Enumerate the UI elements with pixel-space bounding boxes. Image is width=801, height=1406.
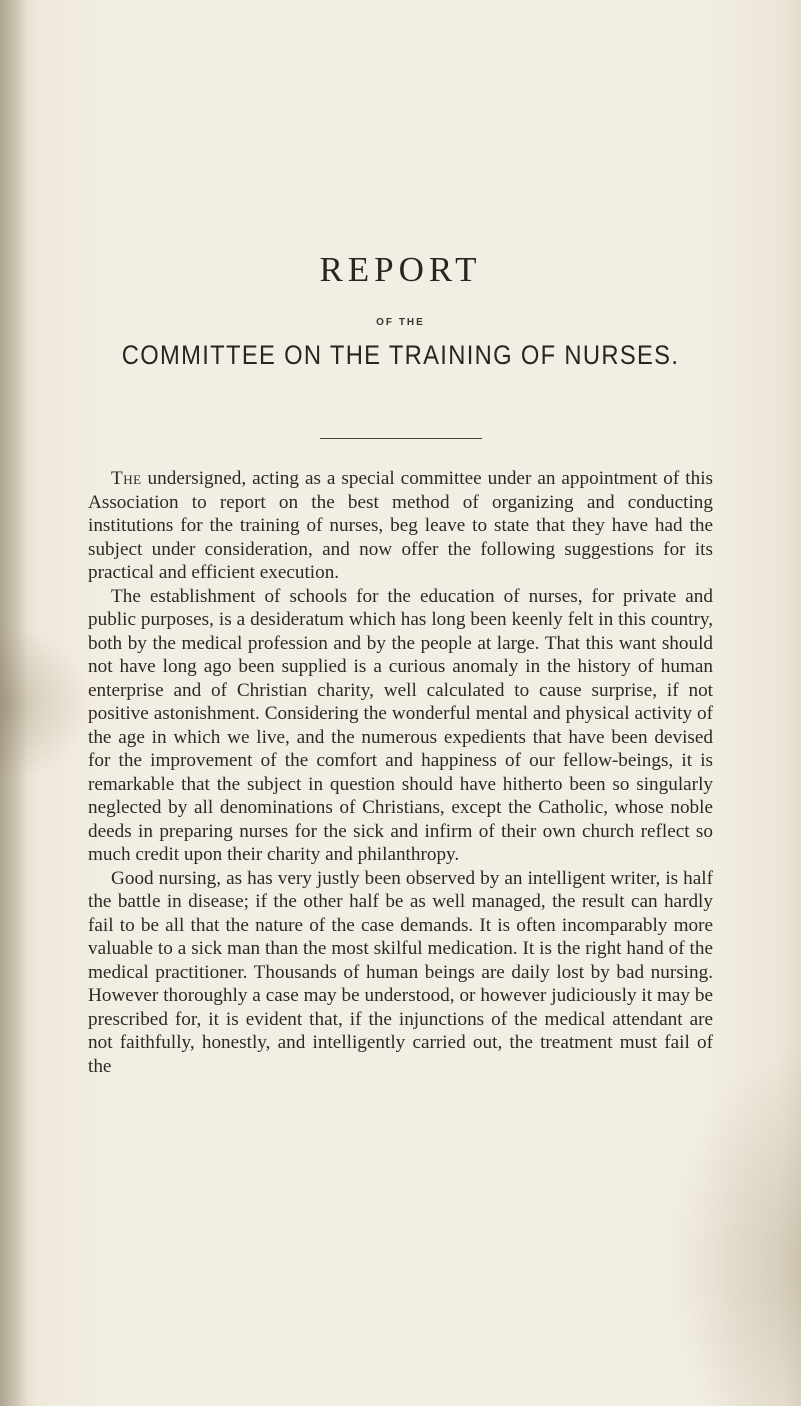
- paragraph-2: The establishment of schools for the education of nurses, for private and public purposes, is a desideratum which has long been keenly felt in this country, both by the medical profession and by the people at large. That this want should not have long ago been supplied is a curious anomaly in the history of human enterprise and of Christian charity, well calculated to cause surprise, if not positive astonishment. Considering the wonderful mental and physical activity of the age in which we live, and the numerous expedients that have been devised for the improvement of the comfort and happiness of our fellow-beings, it is remarkable that the subject in question should have hitherto been so singularly neglected by all denominations of Christians, except the Catholic, whose noble deeds in preparing nurses for the sick and infirm of their own church reflect so much credit upon their charity and philanthropy.: [88, 585, 713, 865]
- report-subtitle: COMMITTEE ON THE TRAINING OF NURSES.: [121, 340, 680, 370]
- report-body: [88, 467, 713, 1078]
- paragraph-3: Good nursing, as has very justly been observed by an intelligent writer, is half the battle in disease; if the other half be as well managed, the result can hardly fail to be all that the nature of the case demands. It is often incomparably more valuable to a sick man than the most skilful medication. It is the right hand of the medical practitioner. Thousands of human beings are daily lost by bad nursing. However thoroughly a case may be understood, or however judiciously it may be prescribed for, it is evident that, if the injunctions of the medical attendant are not faithfully, honestly, and intelligently carried out, the treatment must fail of the: [88, 867, 713, 1077]
- paragraph-1-lead: The: [111, 468, 142, 489]
- section-divider: [320, 438, 482, 439]
- report-of-the: OF THE: [376, 317, 425, 328]
- paragraph-1: [88, 467, 713, 585]
- paragraph-1-text: undersigned, acting as a special committee under an appointment of this Association to report on the best method of organizing and conducting institutions for the training of nurses, beg leave to state that they have had the subject under consideration, and now offer the following suggestions for its practical and efficient execution.: [88, 468, 713, 583]
- report-title: REPORT: [319, 250, 482, 289]
- page-edge-shadow: [0, 0, 28, 1406]
